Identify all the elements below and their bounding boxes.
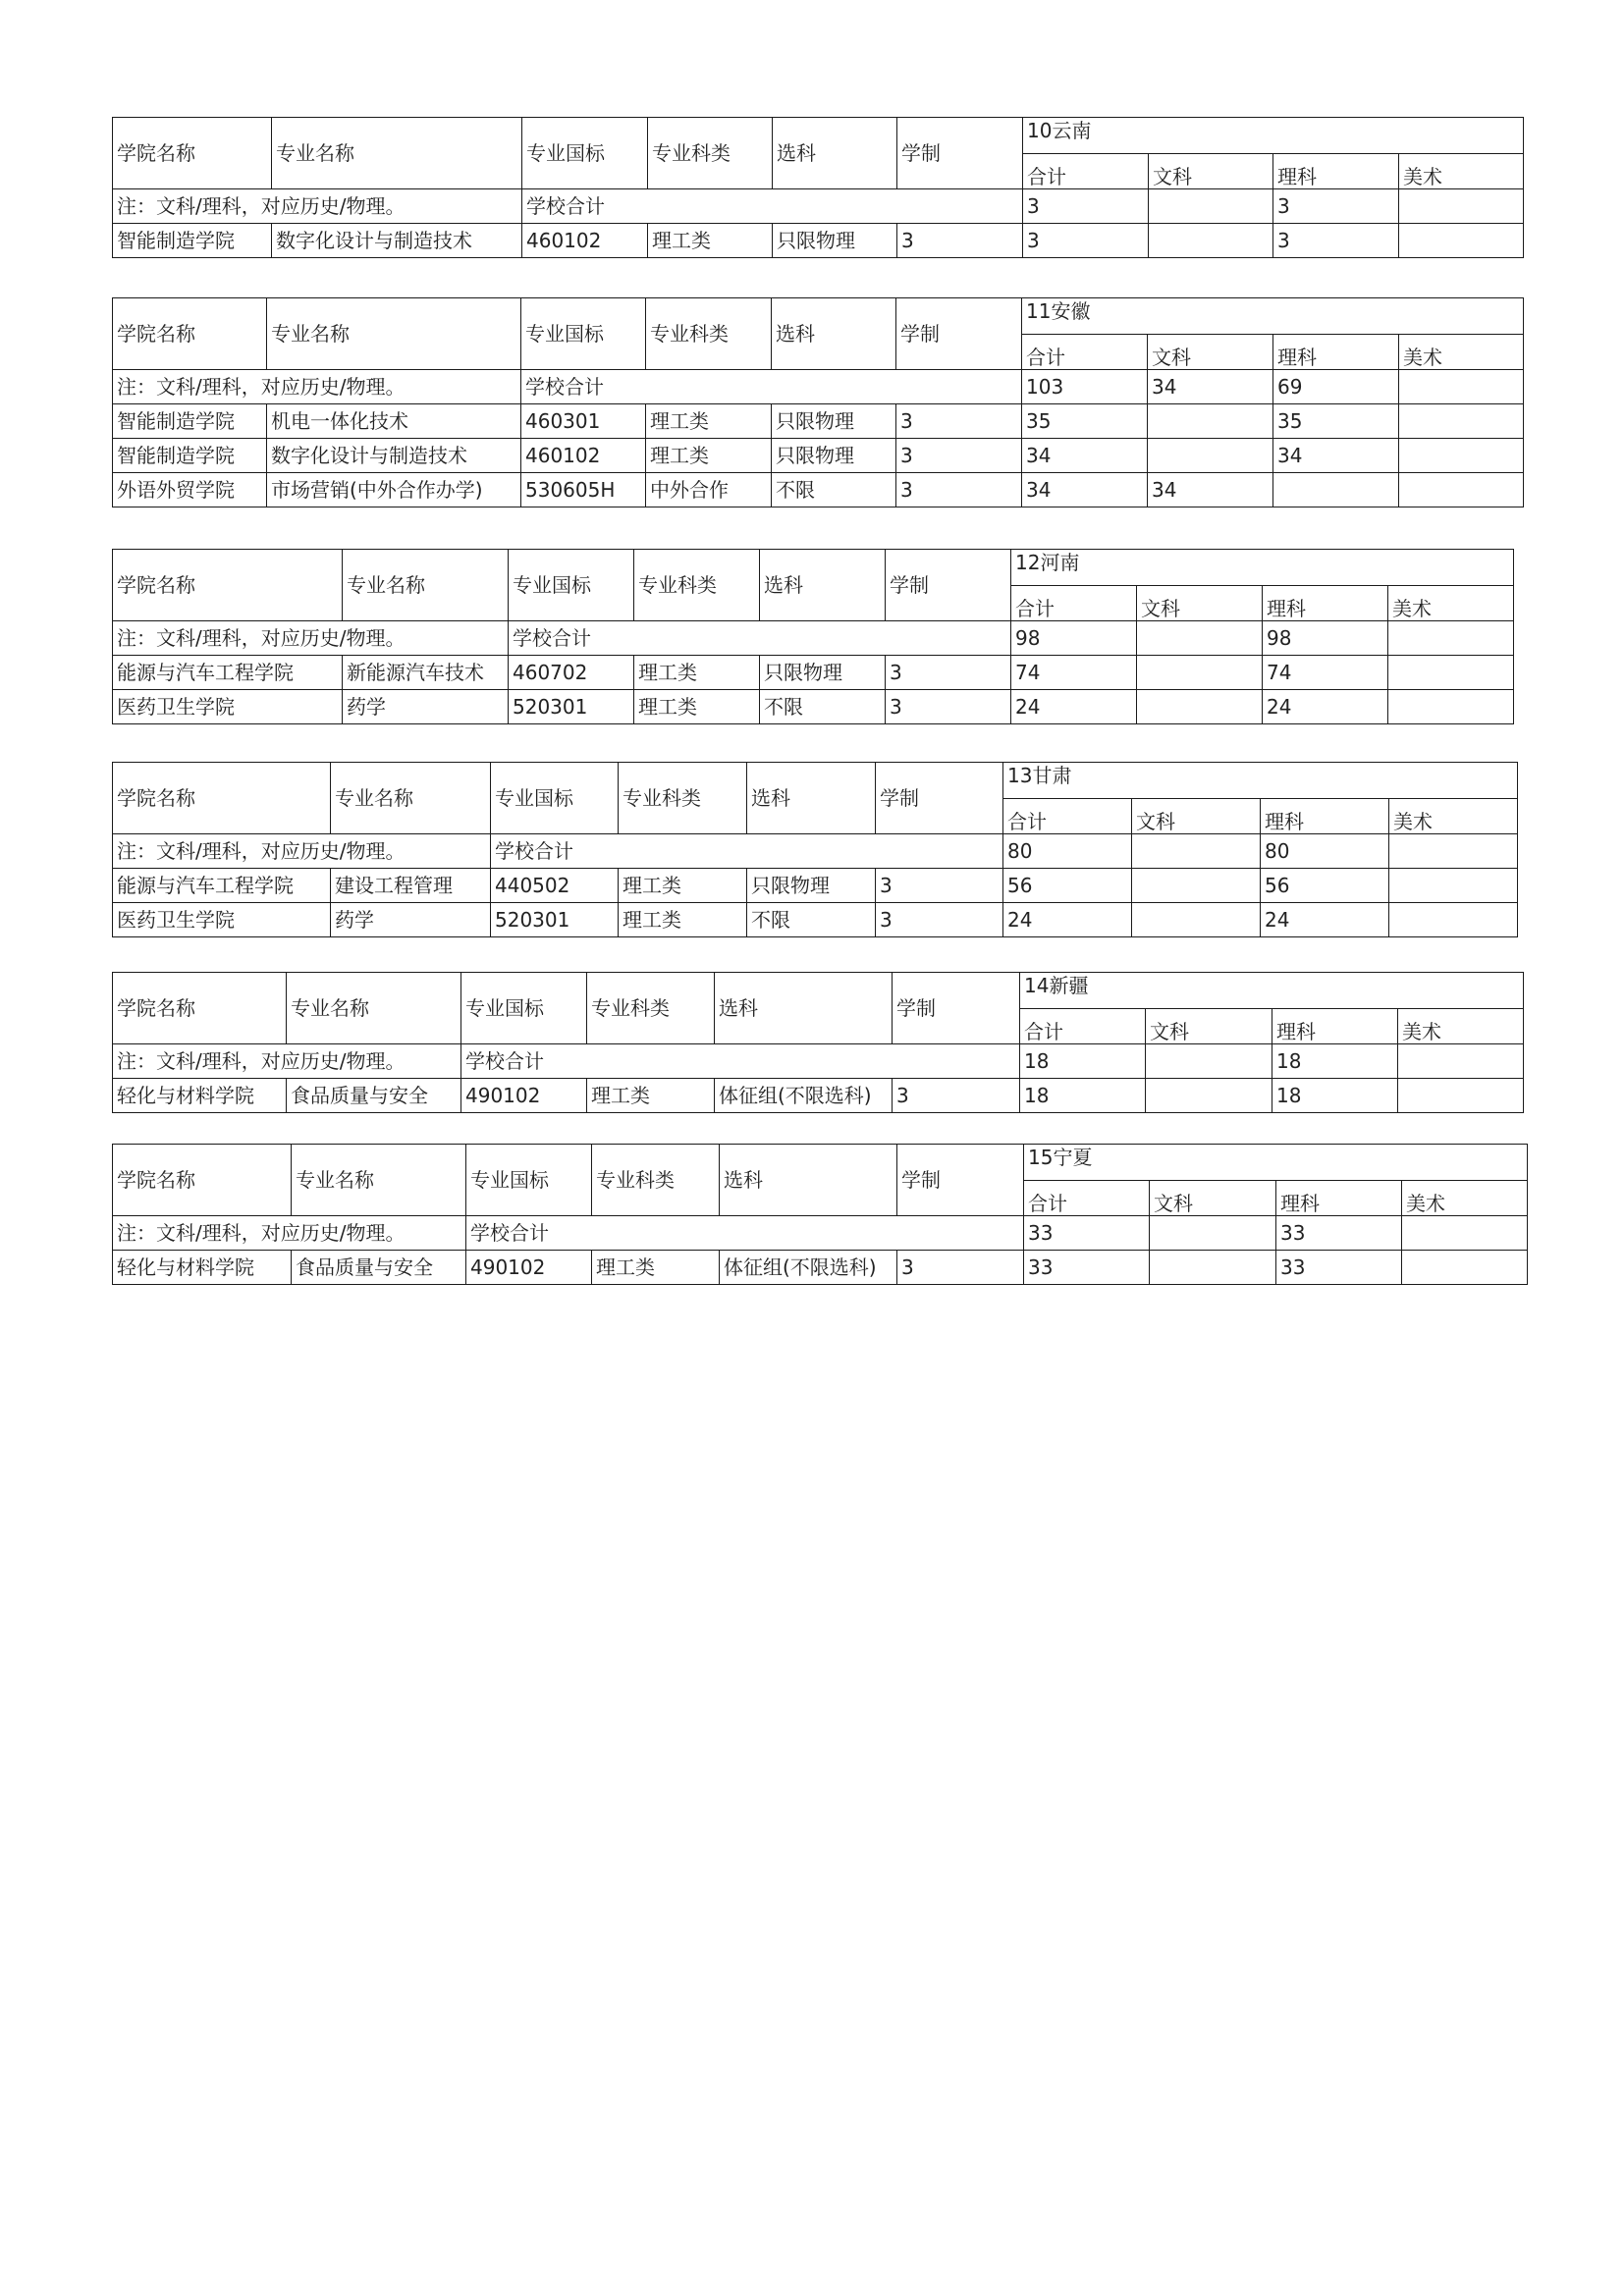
table-cell: 理工类 <box>587 1079 715 1113</box>
column-header: 专业名称 <box>267 298 521 370</box>
table-cell: 不限 <box>747 903 876 937</box>
table-cell <box>1132 869 1261 903</box>
table-cell: 智能制造学院 <box>113 404 267 439</box>
table-cell: 理工类 <box>592 1251 720 1285</box>
province-label: 13甘肃 <box>1003 763 1518 799</box>
total-value <box>1389 834 1518 869</box>
column-header: 学院名称 <box>113 298 267 370</box>
column-header: 选科 <box>772 298 896 370</box>
table-cell: 490102 <box>466 1251 592 1285</box>
table-cell <box>1388 656 1514 690</box>
column-header: 专业名称 <box>331 763 491 834</box>
column-header: 专业国标 <box>461 973 587 1044</box>
note-text: 注：文科/理科，对应历史/物理。 <box>113 834 491 869</box>
column-header: 专业名称 <box>292 1145 466 1216</box>
table-cell: 24 <box>1261 903 1389 937</box>
table-row <box>113 1079 1524 1113</box>
table-cell: 不限 <box>760 690 886 724</box>
quota-column-header: 合计 <box>1022 335 1148 370</box>
table-cell: 3 <box>1023 224 1149 258</box>
school-total-label: 学校合计 <box>491 834 1003 869</box>
table-cell: 3 <box>886 656 1011 690</box>
header-row <box>113 763 1518 799</box>
table-cell: 34 <box>1022 439 1148 473</box>
table-cell: 24 <box>1003 903 1132 937</box>
table-cell: 18 <box>1020 1079 1146 1113</box>
note-text: 注：文科/理科，对应历史/物理。 <box>113 189 522 224</box>
table-cell: 只限物理 <box>773 224 897 258</box>
column-header: 专业科类 <box>619 763 747 834</box>
table-cell: 460702 <box>509 656 634 690</box>
total-value <box>1402 1216 1528 1251</box>
province-plan-table <box>112 1144 1528 1285</box>
table-cell: 74 <box>1011 656 1137 690</box>
column-header: 专业科类 <box>592 1145 720 1216</box>
table-cell: 460102 <box>521 439 646 473</box>
quota-column-header: 理科 <box>1263 586 1388 621</box>
column-header: 学院名称 <box>113 973 287 1044</box>
table-cell: 56 <box>1003 869 1132 903</box>
table-cell: 3 <box>893 1079 1020 1113</box>
header-row <box>113 1145 1528 1181</box>
table-cell: 智能制造学院 <box>113 224 272 258</box>
column-header: 专业名称 <box>287 973 461 1044</box>
school-total-label: 学校合计 <box>461 1044 1020 1079</box>
table-cell: 460301 <box>521 404 646 439</box>
table-cell: 食品质量与安全 <box>292 1251 466 1285</box>
column-header: 选科 <box>747 763 876 834</box>
quota-column-header: 美术 <box>1399 335 1524 370</box>
table-cell: 外语外贸学院 <box>113 473 267 507</box>
quota-column-header: 理科 <box>1276 1181 1402 1216</box>
school-total-row <box>113 370 1524 404</box>
table-cell <box>1132 903 1261 937</box>
table-cell: 3 <box>896 473 1022 507</box>
quota-column-header: 合计 <box>1024 1181 1150 1216</box>
table-cell: 数字化设计与制造技术 <box>267 439 521 473</box>
total-value: 80 <box>1261 834 1389 869</box>
table-cell <box>1273 473 1399 507</box>
province-plan-table <box>112 972 1524 1113</box>
province-label: 15宁夏 <box>1024 1145 1528 1181</box>
table-cell: 520301 <box>509 690 634 724</box>
total-value: 103 <box>1022 370 1148 404</box>
table-cell: 药学 <box>343 690 509 724</box>
school-total-label: 学校合计 <box>521 370 1022 404</box>
table-cell: 理工类 <box>646 439 772 473</box>
total-value: 34 <box>1148 370 1273 404</box>
table-cell <box>1388 690 1514 724</box>
table-cell: 医药卫生学院 <box>113 690 343 724</box>
table-cell <box>1399 224 1524 258</box>
total-value: 69 <box>1273 370 1399 404</box>
school-total-label: 学校合计 <box>522 189 1023 224</box>
total-value: 18 <box>1272 1044 1398 1079</box>
table-cell <box>1148 439 1273 473</box>
quota-column-header: 美术 <box>1389 799 1518 834</box>
quota-column-header: 合计 <box>1023 154 1149 189</box>
table-cell: 理工类 <box>619 869 747 903</box>
column-header: 学制 <box>893 973 1020 1044</box>
table-cell: 体征组(不限选科) <box>720 1251 897 1285</box>
table-cell: 理工类 <box>648 224 773 258</box>
table-cell: 药学 <box>331 903 491 937</box>
province-label: 14新疆 <box>1020 973 1524 1009</box>
table-cell: 3 <box>896 404 1022 439</box>
table-cell: 数字化设计与制造技术 <box>272 224 522 258</box>
table-cell: 520301 <box>491 903 619 937</box>
total-value <box>1398 1044 1524 1079</box>
table-cell: 3 <box>897 1251 1024 1285</box>
column-header: 专业科类 <box>646 298 772 370</box>
total-value <box>1150 1216 1276 1251</box>
column-header: 学制 <box>897 118 1023 189</box>
table-cell: 医药卫生学院 <box>113 903 331 937</box>
total-value <box>1132 834 1261 869</box>
table-cell <box>1150 1251 1276 1285</box>
table-cell <box>1146 1079 1272 1113</box>
table-cell <box>1148 404 1273 439</box>
column-header: 专业国标 <box>491 763 619 834</box>
note-text: 注：文科/理科，对应历史/物理。 <box>113 621 509 656</box>
table-cell: 市场营销(中外合作办学) <box>267 473 521 507</box>
table-cell: 食品质量与安全 <box>287 1079 461 1113</box>
column-header: 专业名称 <box>272 118 522 189</box>
table-cell: 530605H <box>521 473 646 507</box>
column-header: 专业科类 <box>634 550 760 621</box>
table-cell <box>1389 903 1518 937</box>
note-text: 注：文科/理科，对应历史/物理。 <box>113 1216 466 1251</box>
table-row <box>113 404 1524 439</box>
quota-column-header: 合计 <box>1020 1009 1146 1044</box>
quota-column-header: 美术 <box>1399 154 1524 189</box>
table-cell: 24 <box>1263 690 1388 724</box>
table-cell: 460102 <box>522 224 648 258</box>
column-header: 专业名称 <box>343 550 509 621</box>
province-label: 10云南 <box>1023 118 1524 154</box>
column-header: 专业国标 <box>466 1145 592 1216</box>
school-total-row <box>113 621 1514 656</box>
province-plan-table <box>112 117 1524 258</box>
total-value: 98 <box>1011 621 1137 656</box>
table-cell: 智能制造学院 <box>113 439 267 473</box>
table-cell: 新能源汽车技术 <box>343 656 509 690</box>
table-row <box>113 473 1524 507</box>
table-row <box>113 869 1518 903</box>
quota-column-header: 美术 <box>1398 1009 1524 1044</box>
table-cell: 只限物理 <box>760 656 886 690</box>
column-header: 专业国标 <box>522 118 648 189</box>
total-value: 33 <box>1276 1216 1402 1251</box>
table-cell: 理工类 <box>634 690 760 724</box>
table-cell: 中外合作 <box>646 473 772 507</box>
table-cell: 能源与汽车工程学院 <box>113 656 343 690</box>
table-cell: 35 <box>1022 404 1148 439</box>
table-cell: 只限物理 <box>747 869 876 903</box>
table-cell <box>1398 1079 1524 1113</box>
total-value: 18 <box>1020 1044 1146 1079</box>
table-cell: 3 <box>896 439 1022 473</box>
table-row <box>113 439 1524 473</box>
school-total-row <box>113 1044 1524 1079</box>
table-row <box>113 690 1514 724</box>
table-cell <box>1137 690 1263 724</box>
table-cell: 33 <box>1024 1251 1150 1285</box>
table-cell <box>1389 869 1518 903</box>
table-cell: 35 <box>1273 404 1399 439</box>
quota-column-header: 美术 <box>1388 586 1514 621</box>
column-header: 专业国标 <box>509 550 634 621</box>
total-value: 98 <box>1263 621 1388 656</box>
table-cell: 74 <box>1263 656 1388 690</box>
table-cell: 理工类 <box>646 404 772 439</box>
column-header: 专业科类 <box>648 118 773 189</box>
province-plan-table <box>112 762 1518 937</box>
table-cell: 只限物理 <box>772 439 896 473</box>
table-cell <box>1399 439 1524 473</box>
quota-column-header: 合计 <box>1003 799 1132 834</box>
quota-column-header: 文科 <box>1137 586 1263 621</box>
column-header: 选科 <box>760 550 886 621</box>
note-text: 注：文科/理科，对应历史/物理。 <box>113 370 521 404</box>
school-total-row <box>113 834 1518 869</box>
column-header: 选科 <box>773 118 897 189</box>
table-cell: 34 <box>1022 473 1148 507</box>
province-plan-table <box>112 297 1524 507</box>
table-cell: 能源与汽车工程学院 <box>113 869 331 903</box>
column-header: 学制 <box>886 550 1011 621</box>
table-cell: 理工类 <box>619 903 747 937</box>
quota-column-header: 理科 <box>1273 335 1399 370</box>
school-total-row <box>113 1216 1528 1251</box>
table-row <box>113 903 1518 937</box>
quota-column-header: 文科 <box>1146 1009 1272 1044</box>
table-cell: 3 <box>876 903 1003 937</box>
quota-column-header: 文科 <box>1148 335 1273 370</box>
column-header: 选科 <box>720 1145 897 1216</box>
quota-column-header: 美术 <box>1402 1181 1528 1216</box>
table-row <box>113 1251 1528 1285</box>
quota-column-header: 文科 <box>1149 154 1273 189</box>
table-cell: 只限物理 <box>772 404 896 439</box>
column-header: 学制 <box>896 298 1022 370</box>
table-cell: 3 <box>876 869 1003 903</box>
total-value: 80 <box>1003 834 1132 869</box>
quota-column-header: 合计 <box>1011 586 1137 621</box>
column-header: 学制 <box>897 1145 1024 1216</box>
column-header: 学院名称 <box>113 763 331 834</box>
table-row <box>113 656 1514 690</box>
table-cell: 33 <box>1276 1251 1402 1285</box>
quota-column-header: 理科 <box>1273 154 1399 189</box>
quota-column-header: 文科 <box>1132 799 1261 834</box>
column-header: 学院名称 <box>113 1145 292 1216</box>
table-cell <box>1399 404 1524 439</box>
total-value <box>1399 189 1524 224</box>
table-cell: 440502 <box>491 869 619 903</box>
note-text: 注：文科/理科，对应历史/物理。 <box>113 1044 461 1079</box>
column-header: 学制 <box>876 763 1003 834</box>
table-cell: 理工类 <box>634 656 760 690</box>
table-cell: 不限 <box>772 473 896 507</box>
total-value <box>1388 621 1514 656</box>
table-cell <box>1399 473 1524 507</box>
table-row <box>113 224 1524 258</box>
header-row <box>113 550 1514 586</box>
table-cell: 轻化与材料学院 <box>113 1079 287 1113</box>
table-cell: 3 <box>886 690 1011 724</box>
total-value <box>1137 621 1263 656</box>
school-total-label: 学校合计 <box>466 1216 1024 1251</box>
school-total-row <box>113 189 1524 224</box>
quota-column-header: 理科 <box>1261 799 1389 834</box>
total-value <box>1146 1044 1272 1079</box>
total-value <box>1149 189 1273 224</box>
column-header: 学院名称 <box>113 118 272 189</box>
table-cell: 3 <box>1273 224 1399 258</box>
total-value: 33 <box>1024 1216 1150 1251</box>
total-value: 3 <box>1023 189 1149 224</box>
school-total-label: 学校合计 <box>509 621 1011 656</box>
header-row <box>113 298 1524 335</box>
column-header: 选科 <box>715 973 893 1044</box>
total-value: 3 <box>1273 189 1399 224</box>
header-row <box>113 973 1524 1009</box>
table-cell: 轻化与材料学院 <box>113 1251 292 1285</box>
province-label: 12河南 <box>1011 550 1514 586</box>
table-cell: 24 <box>1011 690 1137 724</box>
table-cell: 建设工程管理 <box>331 869 491 903</box>
quota-column-header: 文科 <box>1150 1181 1276 1216</box>
column-header: 专业国标 <box>521 298 646 370</box>
table-cell: 机电一体化技术 <box>267 404 521 439</box>
header-row <box>113 118 1524 154</box>
quota-column-header: 理科 <box>1272 1009 1398 1044</box>
table-cell <box>1137 656 1263 690</box>
table-cell: 490102 <box>461 1079 587 1113</box>
table-cell: 体征组(不限选科) <box>715 1079 893 1113</box>
table-cell <box>1402 1251 1528 1285</box>
column-header: 专业科类 <box>587 973 715 1044</box>
column-header: 学院名称 <box>113 550 343 621</box>
table-cell: 34 <box>1273 439 1399 473</box>
province-label: 11安徽 <box>1022 298 1524 335</box>
table-cell: 56 <box>1261 869 1389 903</box>
table-cell <box>1149 224 1273 258</box>
province-plan-table <box>112 549 1514 724</box>
table-cell: 18 <box>1272 1079 1398 1113</box>
table-cell: 3 <box>897 224 1023 258</box>
table-cell: 34 <box>1148 473 1273 507</box>
total-value <box>1399 370 1524 404</box>
